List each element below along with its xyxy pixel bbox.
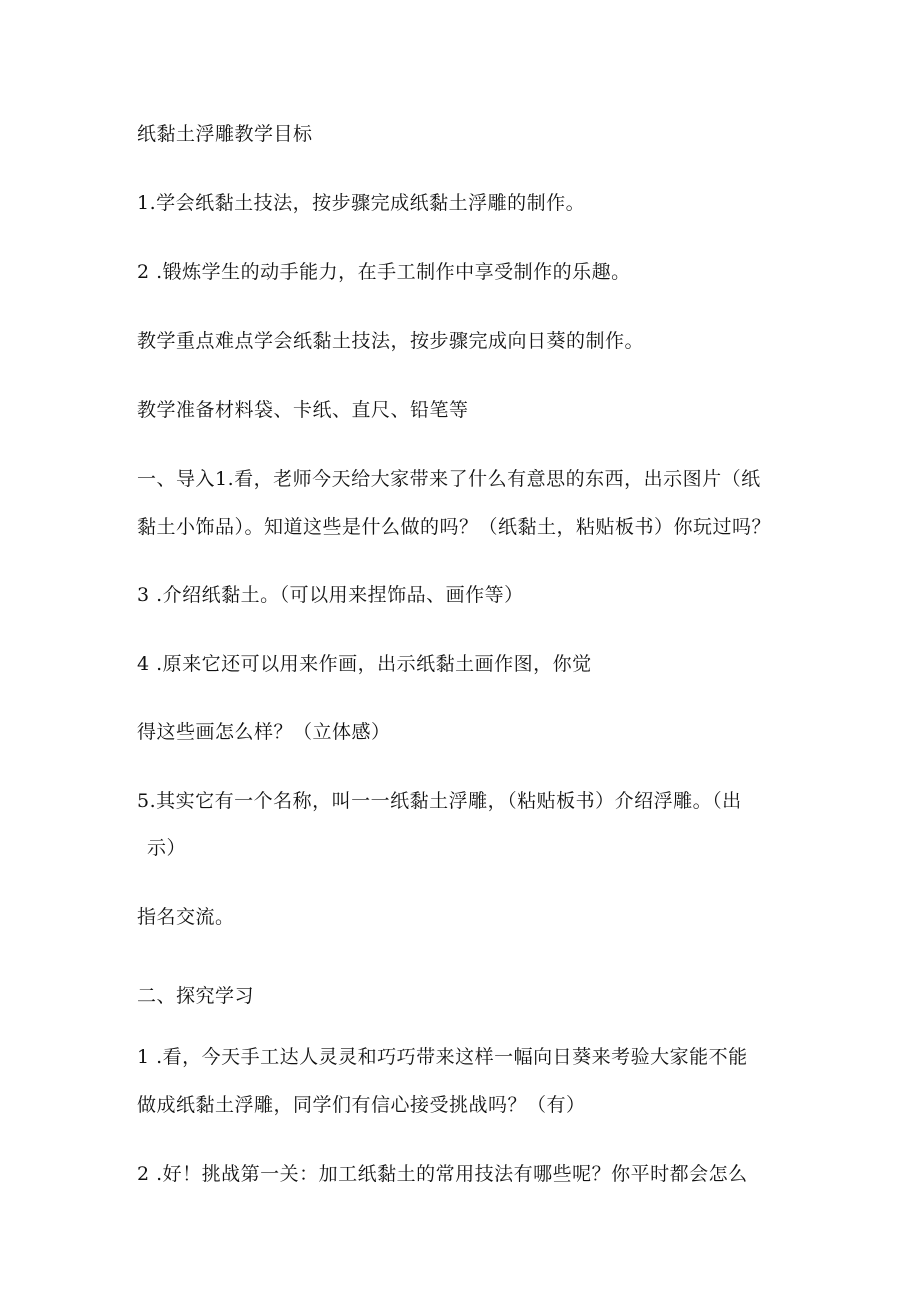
section-explore-heading: 二、探究学习 — [137, 985, 255, 1007]
intro-line-1: 一、导入1.看，老师今天给大家带来了什么有意思的东西，出示图片（纸 — [137, 468, 761, 490]
explore-item-2-line-1: 2 .好！挑战第一关：加工纸黏土的常用技法有哪些呢？你平时都会怎么 — [137, 1163, 748, 1185]
preparation-line: 教学准备材料袋、卡纸、直尺、铅笔等 — [137, 399, 469, 421]
intro-item-4-line-1: 4 .原来它还可以用来作画，出示纸黏土画作图，你觉 — [137, 653, 592, 675]
document-title: 纸黏土浮雕教学目标 — [137, 123, 313, 145]
intro-item-3: 3 .介绍纸黏土。（可以用来捏饰品、画作等） — [137, 584, 524, 606]
explore-item-1-line-2: 做成纸黏土浮雕，同学们有信心接受挑战吗？（有） — [137, 1094, 586, 1116]
key-points-line: 教学重点难点学会纸黏土技法，按步骤完成向日葵的制作。 — [137, 330, 645, 352]
explore-item-1-line-1: 1 .看，今天手工达人灵灵和巧巧带来这样一幅向日葵来考验大家能不能 — [137, 1046, 748, 1068]
intro-item-5-line-2: 示） — [147, 837, 187, 859]
goal-item-2: 2 .锻炼学生的动手能力，在手工制作中享受制作的乐趣。 — [137, 261, 631, 283]
goal-item-1: 1.学会纸黏土技法，按步骤完成纸黏土浮雕的制作。 — [137, 192, 586, 214]
intro-line-2: 黏土小饰品）。知道这些是什么做的吗？（纸黏土，粘贴板书）你玩过吗？ — [137, 516, 772, 538]
discussion-line: 指名交流。 — [137, 906, 235, 928]
intro-item-5-line-1: 5.其实它有一个名称，叫一一纸黏土浮雕，（粘贴板书）介绍浮雕。（出 — [137, 790, 742, 812]
intro-item-4-line-2: 得这些画怎么样？（立体感） — [137, 721, 391, 743]
